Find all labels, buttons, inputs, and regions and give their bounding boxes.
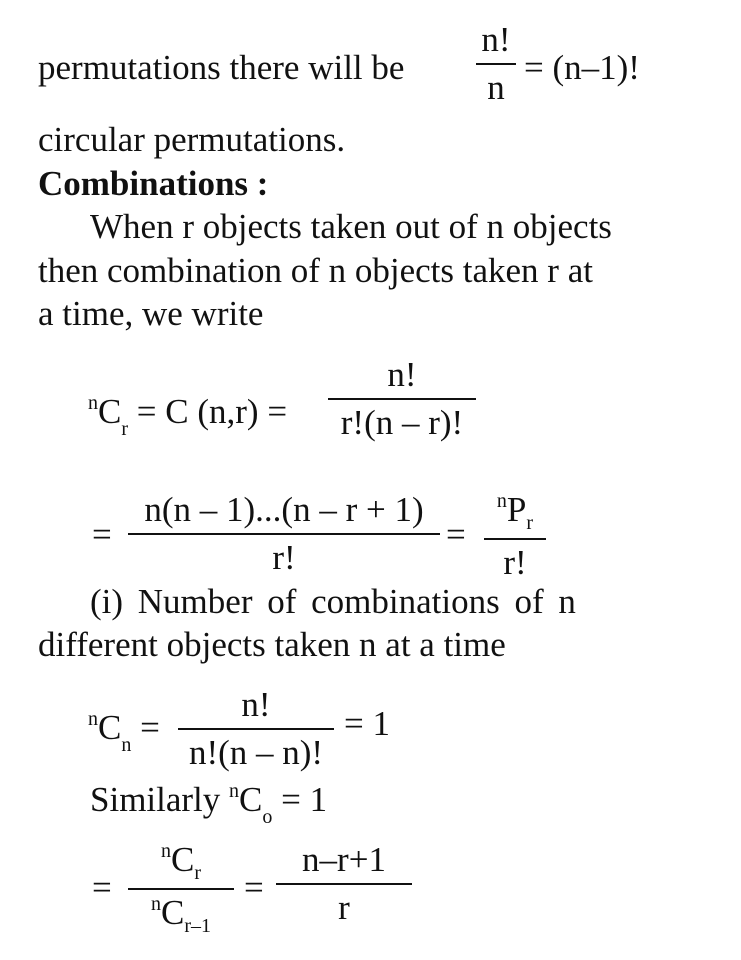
fraction-bar xyxy=(328,398,476,400)
intro-fraction xyxy=(476,20,516,108)
formula-4-den-letter: C xyxy=(160,893,185,932)
formula-1-lhs xyxy=(88,390,287,439)
fraction-bar xyxy=(484,538,546,540)
formula-2-numerator-2 xyxy=(497,490,533,535)
paragraph-line-3: a time, we write xyxy=(38,294,264,333)
fraction-bar xyxy=(128,888,234,890)
similarly-sub: o xyxy=(262,806,273,828)
formula-2-eq-1: = xyxy=(92,515,112,554)
formula-4-num-sup: n xyxy=(160,840,171,862)
fraction-bar xyxy=(276,883,412,885)
formula-4-num-sub: r xyxy=(194,862,202,884)
formula-3-sup: n xyxy=(88,708,98,730)
intro-line-2: circular permutations. xyxy=(38,120,346,159)
similarly-result: = 1 xyxy=(281,780,328,819)
intro-line-1: permutations there will be xyxy=(38,48,405,87)
formula-4-numerator-1 xyxy=(161,840,201,885)
formula-3-lhs xyxy=(88,706,160,755)
intro-fraction-denominator: n xyxy=(487,68,505,107)
formula-1-sup: n xyxy=(88,392,98,414)
fraction-bar xyxy=(476,63,516,65)
formula-2-num-sup: n xyxy=(496,490,507,512)
formula-2-numerator-1: n(n – 1)...(n – r + 1) xyxy=(144,490,424,529)
formula-2-fraction-1 xyxy=(128,490,440,578)
formula-2-denominator-1: r! xyxy=(272,538,296,577)
fraction-bar xyxy=(128,533,440,535)
point-i-line-1: (i) Number of combinations of n xyxy=(90,582,576,621)
similarly-sup: n xyxy=(229,780,240,802)
formula-4-fraction-2 xyxy=(276,840,412,928)
paragraph-line-1: When r objects taken out of n objects xyxy=(90,207,612,246)
formula-4-eq-2: = xyxy=(244,868,264,907)
formula-4-den-sub: r–1 xyxy=(184,915,212,937)
formula-3-result: = 1 xyxy=(344,704,390,743)
formula-1-denominator: r!(n – r)! xyxy=(340,403,464,442)
formula-4-eq-1: = xyxy=(92,868,112,907)
formula-1-letter: C xyxy=(98,392,122,431)
formula-2-fraction-2 xyxy=(484,490,546,583)
formula-3-sub: n xyxy=(121,734,132,756)
formula-3-eq: = xyxy=(140,708,160,747)
formula-2-num-sub: r xyxy=(526,512,534,534)
formula-4-den-sup: n xyxy=(150,893,161,915)
formula-1-fraction xyxy=(328,355,476,443)
formula-1-sub: r xyxy=(121,418,129,440)
point-i-line-2: different objects taken n at a time xyxy=(38,625,506,664)
formula-3-fraction xyxy=(178,685,334,773)
section-heading: Combinations : xyxy=(38,164,269,203)
formula-1-numerator: n! xyxy=(387,355,417,394)
similarly-letter: C xyxy=(239,780,263,819)
formula-4-denominator-1 xyxy=(151,893,211,938)
formula-1-middle: = C (n,r) = xyxy=(136,392,288,431)
formula-4-num-letter: C xyxy=(170,840,195,879)
formula-2-num-letter: P xyxy=(506,490,527,529)
formula-4-numerator-2: n–r+1 xyxy=(302,840,386,879)
intro-equals: = (n–1)! xyxy=(524,48,640,87)
formula-3-denominator: n!(n – n)! xyxy=(188,733,324,772)
paragraph-line-2: then combination of n objects taken r at xyxy=(38,251,593,290)
similarly-text: Similarly xyxy=(90,780,221,819)
formula-3-letter: C xyxy=(98,708,122,747)
formula-2-eq-2: = xyxy=(446,515,466,554)
intro-fraction-numerator: n! xyxy=(481,20,511,59)
formula-4-denominator-2: r xyxy=(338,888,350,927)
similarly-line xyxy=(90,778,327,827)
formula-3-numerator: n! xyxy=(241,685,271,724)
formula-2-denominator-2: r! xyxy=(503,543,527,582)
formula-4-fraction-1 xyxy=(128,840,234,938)
fraction-bar xyxy=(178,728,334,730)
